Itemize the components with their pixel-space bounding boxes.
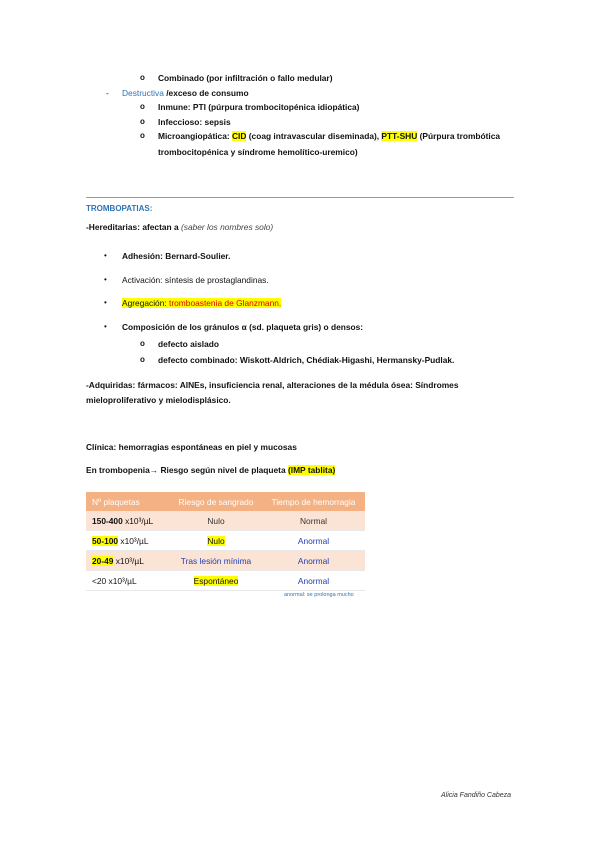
count-unit: x10³/µL <box>118 535 149 546</box>
cell-count <box>86 531 170 551</box>
item-defecto-combinado: defecto combinado: Wiskott-Aldrich, Chédiak-Higashi, Hermansky-Pudlak. <box>158 355 455 365</box>
item-composicion: Composición de los gránulos α (sd. plaqueta gris) o densos: <box>122 322 364 332</box>
bullet-o: o <box>140 102 145 111</box>
header-risk: Riesgo de sangrado <box>170 492 262 511</box>
cell-risk: Tras lesión mínima <box>170 551 262 571</box>
list-item-inmune: Inmune: PTI (púrpura trombocitopénica idiopática) <box>158 102 360 112</box>
cell-time: Anormal <box>262 551 365 571</box>
bullet-o: o <box>140 131 145 140</box>
count-unit: x10³/µL <box>106 575 137 586</box>
imp-tag: (IMP tablita) <box>287 465 336 475</box>
hereditarias-label: -Hereditarias: afectan a <box>86 222 181 232</box>
bullet-o: o <box>140 355 145 364</box>
count-unit: x10³/µL <box>122 515 154 526</box>
adquiridas-line2: mieloproliferativo y mielodisplásico. <box>86 395 231 405</box>
micro-prefix: Microangiopática: <box>158 131 232 141</box>
clinica-line: Clínica: hemorragias espontáneas en piel y mucosas <box>86 442 297 452</box>
cell-count <box>86 551 170 571</box>
trombopenia-prefix: En trombopenia→ Riesgo según nivel de plaqueta <box>86 465 288 475</box>
cell-time: Anormal <box>262 531 365 551</box>
count-value: <20 <box>92 575 107 586</box>
cell-risk <box>170 571 262 591</box>
bullet-dot: • <box>104 275 107 284</box>
item-agregacion <box>122 298 281 308</box>
risk-value: Nulo <box>207 535 225 546</box>
risk-value: Espontáneo <box>193 575 239 586</box>
cell-time: Normal <box>262 511 365 531</box>
cell-time: Anormal <box>262 571 365 591</box>
cell-risk: Nulo <box>170 511 262 531</box>
bullet-dot: • <box>104 251 107 260</box>
item-adhesion: Adhesión: Bernard-Soulier. <box>122 251 231 261</box>
cell-count <box>86 511 170 531</box>
bullet-dot: • <box>104 298 107 307</box>
destructiva-label: Destructiva <box>122 88 164 98</box>
micro-suffix: (Púrpura trombótica <box>417 131 501 141</box>
section-divider <box>86 197 514 198</box>
destructiva-rest: /exceso de consumo <box>163 88 249 98</box>
adquiridas-line1: -Adquiridas: fármacos: AINEs, insuficiencia renal, alteraciones de la médula ósea: Síndromes <box>86 380 459 390</box>
bullet-o: o <box>140 339 145 348</box>
ptt-highlight: PTT-SHU <box>381 131 418 141</box>
hereditarias-line <box>86 222 273 232</box>
bullet-o: o <box>140 73 145 82</box>
header-platelets: Nº plaquetas <box>86 492 170 511</box>
list-item-combinado: Combinado (por infiltración o fallo medular) <box>158 73 333 83</box>
item-defecto-aislado: defecto aislado <box>158 339 219 349</box>
header-time: Tiempo de hemorragia <box>262 492 365 511</box>
table-row <box>86 571 365 591</box>
list-item-infeccioso: Infeccioso: sepsis <box>158 117 231 127</box>
table-row <box>86 511 365 531</box>
footer-author: Alicia Fandiño Cabeza <box>441 792 512 799</box>
table-header-row <box>86 492 365 511</box>
count-value: 20-49 <box>92 555 114 566</box>
cid-highlight: CID <box>232 131 247 141</box>
table-row <box>86 551 365 571</box>
platelet-risk-table <box>86 492 365 591</box>
bullet-o: o <box>140 117 145 126</box>
count-value: 150-400 <box>92 515 123 526</box>
list-item-destructiva <box>122 88 249 98</box>
hereditarias-note: (saber los nombres solo) <box>180 222 274 232</box>
table-note: anormal: se prolonga mucho <box>284 592 354 598</box>
agregacion-label: Agregación: <box>122 298 170 308</box>
micro-mid: (coag intravascular diseminada), <box>246 131 382 141</box>
cell-risk <box>170 531 262 551</box>
section-title: TROMBOPATIAS: <box>86 204 153 213</box>
agregacion-value: tromboastenia de Glanzmann. <box>169 298 282 308</box>
table-row <box>86 531 365 551</box>
list-item-microangiopatica <box>158 131 500 141</box>
bullet-dash: - <box>106 88 109 98</box>
trombopenia-line <box>86 465 335 475</box>
bullet-dot: • <box>104 322 107 331</box>
count-value: 50-100 <box>92 535 119 546</box>
item-activacion: Activación: síntesis de prostaglandinas. <box>122 275 269 285</box>
list-item-microangiopatica-line2: trombocitopénica y síndrome hemolítico-uremico) <box>158 147 358 157</box>
count-unit: x10³/µL <box>113 555 144 566</box>
cell-count <box>86 571 170 591</box>
